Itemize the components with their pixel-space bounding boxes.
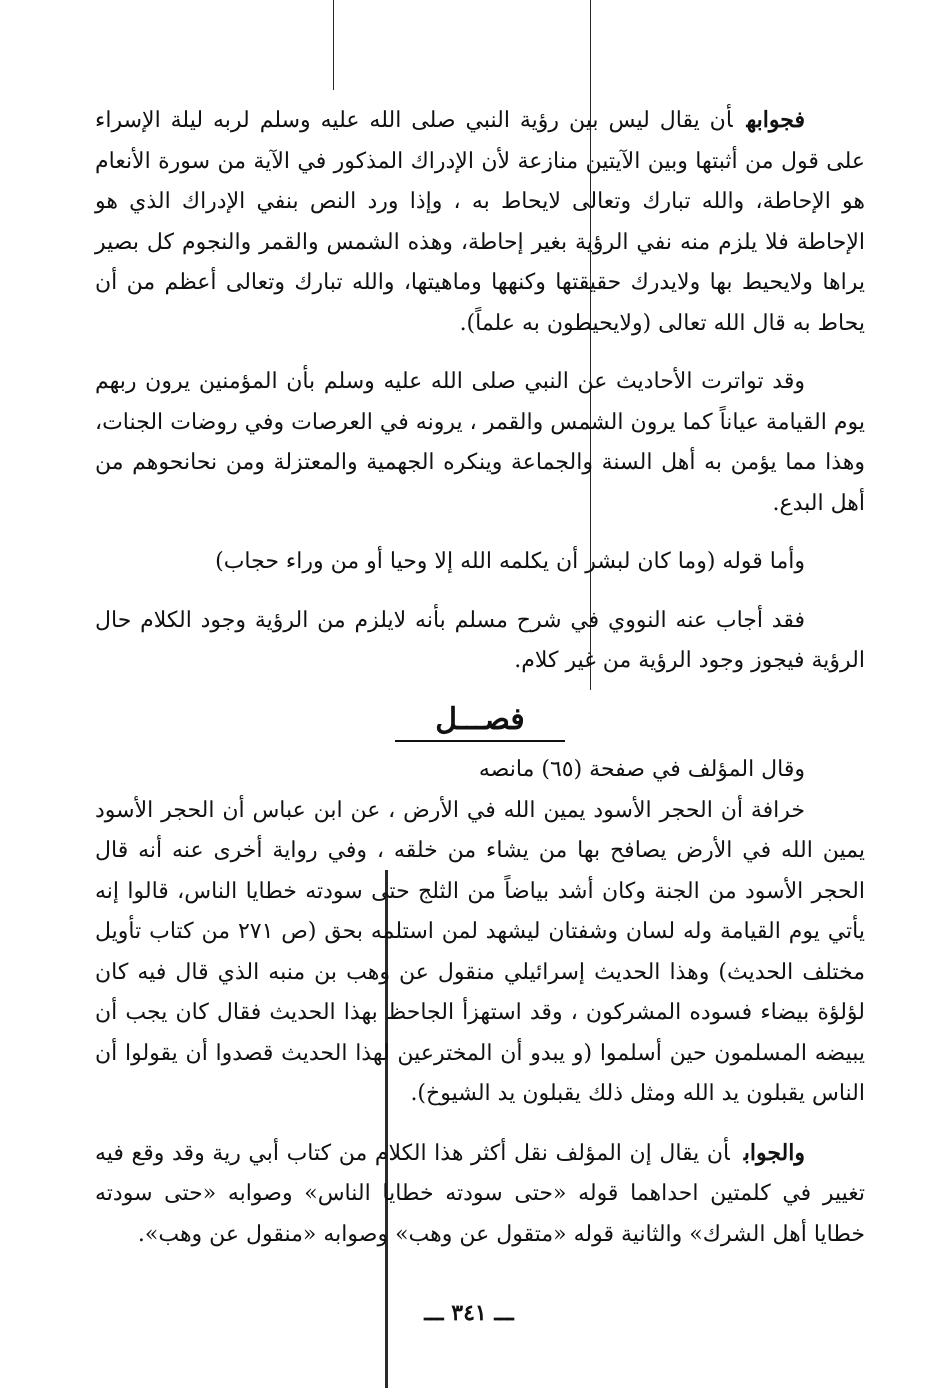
section-heading <box>95 700 865 743</box>
paragraph-text: أن يقال ليس بين رؤية النبي صلى الله عليه وسلم لربه ليلة الإسراء على قول من أثبتها وبين الآيتين منازعة لأن الإدراك المذكور في الآية من سورة الأنعام هو الإحاطة، والله تبارك وتعالى لايحاط به ، وإذا ورد النص بنفي الإدراك الذي هو الإحاطة فلا يلزم منه نفي الرؤية بغير إحاطة، وهذه الشمس والقمر والنجوم كل بصير يراها ولايحيط بها ولايدرك حقيقتها وكنهها وماهيتها، والله تبارك وتعالى أعظم من أن يحاط به قال الله تعالى (ولايحيطون به علماً). <box>95 108 866 336</box>
paragraph-answer-1 <box>95 100 865 344</box>
paragraph-text: أن يقال إن المؤلف نقل أكثر هذا الكلام من كتاب أبي رية وقد وقع فيه تغيير في كلمتين احداهما قوله «حتى سودته خطايا الناس» وصوابه «حتى سودته خطايا أهل الشرك» والثانية قوله «متقول عن وهب» وصوابه «منقول عن وهب». <box>95 1140 865 1247</box>
paragraph-answer-2 <box>95 1133 865 1256</box>
page-body <box>95 100 865 1273</box>
paragraph-quote: وأما قوله (وما كان لبشر أن يكلمه الله إلا وحيا أو من وراء حجاب) <box>215 549 805 574</box>
page-number: ـــ ٣٤١ ـــ <box>424 1300 514 1326</box>
paragraph-black-stone: خرافة أن الحجر الأسود يمين الله في الأرض ، عن ابن عباس أن الحجر الأسود يمين الله في الأرض يصافح بها من يشاء من خلقه ، وفي رواية أخرى عنه أنه قال الحجر الأسود من الجنة وكان أشد بياضاً من الثلج حتى سودته خطايا الناس، قالوا إنه يأتي يوم القيامة وله لسان وشفتان ليشهد لمن استلمه بحق (ص ٢٧١ من كتاب تأويل مختلف الحديث) وهذا الحديث إسرائيلي منقول عن وهب بن منبه الذي قال فيه كان لؤلؤة بيضاء فسوده المشركون ، وقد استهزأ الجاحظ بهذا الحديث فقال كان يجب أن يبيضه المسلمون حين أسلموا (و يبدو أن المخترعين لهذا الحديث قصدوا أن يقولوا أن الناس يقبلون يد الله ومثل ذلك يقبلون يد الشيوخ). <box>95 797 865 1106</box>
paragraph-nawawi: فقد أجاب عنه النووي في شرح مسلم بأنه لايلزم من الرؤية وجود الكلام حال الرؤية فيجوز وجود الرؤية من غير كلام. <box>95 607 865 673</box>
paragraph-author-says: وقال المؤلف في صفحة (٦٥) مانصه <box>478 757 805 782</box>
section-heading-text: فصـــل <box>395 700 564 743</box>
lead-word: والجواب <box>743 1139 805 1166</box>
lead-word: فجوابه <box>746 107 805 133</box>
paragraph-hadith: وقد تواترت الأحاديث عن النبي صلى الله عليه وسلم بأن المؤمنين يرون ربهم يوم القيامة عياناً كما يرون الشمس والقمر ، يرونه في العرصات وفي روضات الجنات، وهذا مما يؤمن به أهل السنة والجماعة وينكره الجهمية والمعتزلة ومن نحانحوهم من أهل البدع. <box>95 369 865 516</box>
scan-artifact-line <box>333 0 334 90</box>
